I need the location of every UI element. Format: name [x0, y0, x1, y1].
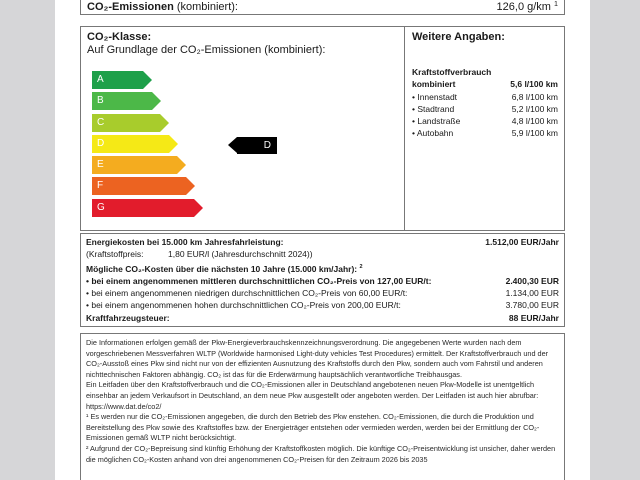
vehicle-tax-value: 88 EUR/Jahr: [508, 312, 559, 323]
co2-emissions-value: 126,0 g/km $^1$: [496, 0, 558, 13]
fuel-consumption-row: • Landstraße 4,8 l/100 km: [412, 116, 558, 127]
fuel-consumption-heading: Kraftstoffverbrauch: [412, 67, 492, 77]
co2-emissions-label: CO₂-Emissionen (kombiniert):: [87, 0, 238, 13]
class-bar-b: B: [92, 92, 152, 110]
class-bar-f: F: [92, 177, 186, 195]
co2-class-subtitle: Auf Grundlage der CO₂-Emissionen (kombiniert):: [87, 44, 326, 56]
co2-class-box: [80, 26, 565, 231]
class-bar-g: G: [92, 199, 194, 217]
co2-cost-scenario-row: • bei einem angenommenen hohen durchschnittlichen CO₂-Preis von 200,00 EUR/t: 3.780,00 EUR: [86, 300, 559, 311]
info-paragraph: Ein Leitfaden über den Kraftstoffverbrauch und die CO₂-Emissionen aller in Deutschland angebotenen neuen Pkw-Modelle ist unentgeltlich einsehbar an jedem Verkaufsort in Deutschland, an dem neue Pkw ausgestellt oder angeboten werden. Der Leitfaden ist auch hier abrufbar: https://www.dat.de/co2/: [86, 380, 539, 411]
fuel-consumption-row: • Innenstadt 6,8 l/100 km: [412, 91, 558, 102]
fuel-consumption-row: • Stadtrand 5,2 l/100 km: [412, 103, 558, 114]
class-bar-c: C: [92, 114, 160, 132]
co2-class-panel: [81, 27, 405, 230]
fuel-consumption-row: • Autobahn 5,9 l/100 km: [412, 128, 558, 139]
class-bar-a: A: [92, 71, 143, 89]
co2-costs-heading: Mögliche CO₂-Kosten über die nächsten 10 Jahre (15.000 km/Jahr): $^2$: [86, 263, 363, 274]
co2-class-scale: [92, 71, 194, 220]
info-paragraph: Die Informationen erfolgen gemäß der Pkw-Energieverbrauchskennzeichnungsverordnung. Die angegebenen Werte wurden nach dem vorgeschriebenen Messverfahren WLTP (Worldwide harmonised Light-duty vehicles Test Procedures) ermittelt. Der Kraftstoffverbrauch und der CO₂-Ausstoß eines Pkw sind nicht nur von der effizienten Ausnutzung des Kraftstoffs durch den Pkw, sondern auch vom Fahrstil und anderen nichttechnischen Faktoren abhängig. CO₂ ist das für die Erderwärmung hauptsächlich verantwortliche Treibhausgas.: [86, 338, 549, 379]
vehicle-tax-row: Kraftfahrzeugsteuer: 88 EUR/Jahr: [86, 312, 559, 323]
co2-cost-scenario-row: • bei einem angenommenen mittleren durchschnittlichen CO₂-Preis von 127,00 EUR/t: 2.400,30 EUR: [86, 275, 559, 286]
weitere-angaben-title: Weitere Angaben:: [412, 31, 505, 43]
co2-emissions-row: [80, 0, 565, 15]
current-class-marker: D: [237, 137, 277, 154]
energy-costs-value: 1.512,00 EUR/Jahr: [485, 237, 559, 247]
co2-class-title: CO₂-Klasse:: [87, 31, 152, 43]
label-page: [55, 0, 590, 480]
costs-box: [80, 233, 565, 327]
footnote-2: ² Aufgrund der CO₂-Bepreisung sind künftig Erhöhung der Kraftstoffkosten möglich. Die künftige CO₂-Preisentwicklung ist unsicher, daher werden die möglichen CO₂-Kosten anhand von drei angenommenen CO₂-Preisen für den Zeitraum 2026 bis 2035: [86, 443, 556, 464]
class-bar-d: D: [92, 135, 169, 153]
co2-cost-scenario-row: • bei einem angenommenen niedrigen durchschnittlichen CO₂-Preis von 60,00 EUR/t: 1.134,00 EUR: [86, 288, 559, 299]
footnote-1: ¹ Es werden nur die CO₂-Emissionen angegeben, die durch den Betrieb des Pkw enstehen. CO₂-Emissionen, die durch die Produktion und Bereitstellung des Pkw sowie des Kraftstoffes bzw. der Energieträger entstehen oder vermieden werden, werden bei der Ermittlung der CO₂-Emissionen gemäß WLTP nicht berücksichtigt.: [86, 412, 540, 443]
weitere-angaben-panel: [406, 27, 564, 230]
legal-info-box: [80, 333, 565, 480]
energy-costs-row: Energiekosten bei 15.000 km Jahresfahrleistung: 1.512,00 EUR/Jahr: [86, 237, 559, 247]
fuel-price-row: (Kraftstoffpreis: 1,80 EUR/l (Jahresdurchschnitt 2024)): [86, 249, 313, 260]
fuel-consumption-row: kombiniert 5,6 l/100 km: [412, 79, 558, 90]
class-bar-e: E: [92, 156, 177, 174]
fuel-consumption-list: [412, 66, 558, 140]
